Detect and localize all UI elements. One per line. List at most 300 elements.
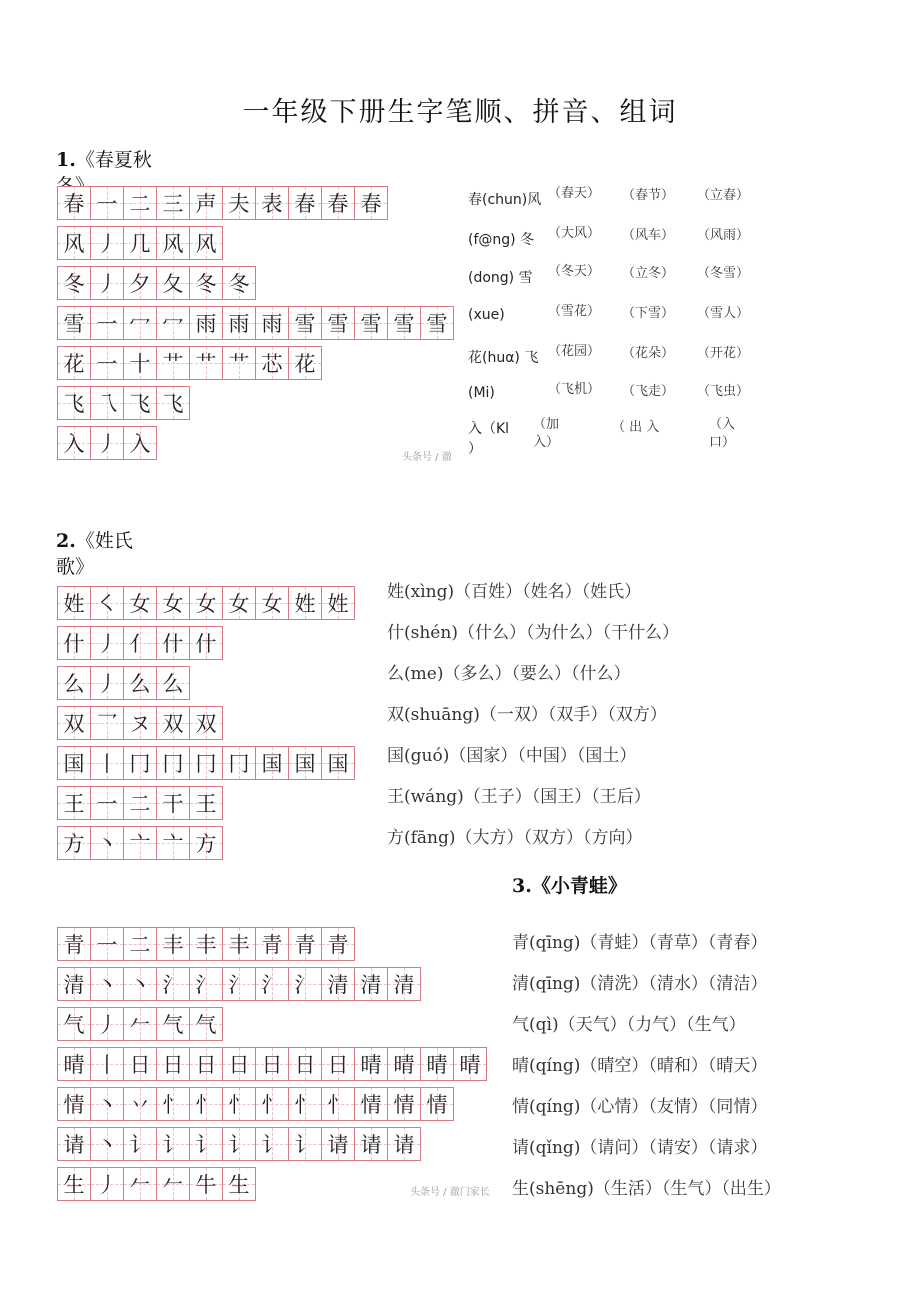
stroke-char: 春	[294, 192, 316, 216]
stroke-cell	[189, 746, 223, 780]
stroke-char: 艹	[195, 352, 217, 376]
stroke-cell	[90, 266, 124, 300]
stroke-cell	[453, 1047, 487, 1081]
stroke-cell	[57, 1127, 91, 1161]
stroke-cell	[90, 426, 124, 460]
section1-word: （花园）	[548, 344, 601, 359]
stroke-cell	[222, 266, 256, 300]
stroke-char: 丨	[96, 752, 118, 776]
stroke-cell	[57, 346, 91, 380]
stroke-cell	[123, 586, 157, 620]
stroke-char: 青	[261, 933, 283, 957]
stroke-char: 清	[360, 973, 382, 997]
section1-word: （风车）	[622, 228, 675, 243]
stroke-cell	[255, 927, 289, 961]
stroke-char: 亠	[129, 832, 151, 856]
stroke-cell	[57, 826, 91, 860]
stroke-cell	[387, 1087, 421, 1121]
stroke-char: 雨	[261, 312, 283, 336]
pinyin-word-line: 情(qíng)（心情）（友情）（同情）	[512, 1097, 768, 1117]
pinyin-word-line: 气(qì)（天气）（力气）（生气）	[512, 1015, 746, 1035]
stroke-char: 干	[162, 792, 184, 816]
stroke-cell	[156, 346, 190, 380]
stroke-cell	[321, 306, 355, 340]
stroke-char: 艹	[162, 352, 184, 376]
stroke-char: 讠	[228, 1133, 250, 1157]
stroke-cell	[156, 626, 190, 660]
last-pinyin-line1: 入（Kl	[468, 421, 510, 437]
stroke-grid-section2	[57, 586, 354, 866]
stroke-cell	[189, 186, 223, 220]
stroke-cell	[90, 967, 124, 1001]
stroke-cell	[156, 306, 190, 340]
stroke-char: 雪	[294, 312, 316, 336]
stroke-cell	[189, 706, 223, 740]
section1-word: （立冬）	[622, 266, 675, 281]
stroke-cell	[123, 666, 157, 700]
stroke-cell	[321, 967, 355, 1001]
stroke-char: 王	[195, 792, 217, 816]
stroke-cell	[90, 706, 124, 740]
stroke-char: 讠	[261, 1133, 283, 1157]
section1-word: （大风）	[548, 226, 601, 241]
stroke-char: 丿	[96, 432, 118, 456]
section1-word: （风雨）	[697, 228, 750, 243]
stroke-char: 夂	[162, 272, 184, 296]
stroke-char: 一	[96, 792, 118, 816]
stroke-cell	[57, 1047, 91, 1081]
stroke-char: 风	[195, 232, 217, 256]
stroke-char: 日	[327, 1053, 349, 1077]
stroke-cell	[189, 226, 223, 260]
stroke-cell	[156, 666, 190, 700]
stroke-cell	[354, 306, 388, 340]
stroke-char: 三	[162, 192, 184, 216]
stroke-cell	[189, 1047, 223, 1081]
stroke-char: 晴	[459, 1053, 481, 1077]
stroke-char: 姓	[294, 592, 316, 616]
stroke-cell	[321, 1047, 355, 1081]
stroke-char: 么	[162, 672, 184, 696]
stroke-cell	[387, 1047, 421, 1081]
stroke-char: 冂	[195, 752, 217, 776]
stroke-cell	[156, 786, 190, 820]
stroke-row	[57, 826, 354, 860]
stroke-char: 请	[360, 1133, 382, 1157]
stroke-cell	[189, 586, 223, 620]
stroke-cell	[420, 1047, 454, 1081]
section2-heading-line1: 《姓氏	[75, 530, 133, 552]
stroke-char: 丷	[129, 1093, 151, 1117]
stroke-cell	[189, 1167, 223, 1201]
stroke-cell	[156, 1047, 190, 1081]
stroke-char: ヌ	[129, 712, 151, 736]
stroke-char: 丨	[96, 1053, 118, 1077]
stroke-char: 春	[327, 192, 349, 216]
stroke-cell	[189, 826, 223, 860]
stroke-row	[57, 786, 354, 820]
stroke-char: 十	[129, 352, 151, 376]
stroke-char: 国	[261, 752, 283, 776]
section1-number: 1.	[56, 149, 76, 171]
stroke-row	[57, 706, 354, 740]
stroke-cell	[90, 927, 124, 961]
stroke-char: 什	[162, 632, 184, 656]
stroke-row	[57, 346, 453, 380]
stroke-cell	[123, 626, 157, 660]
stroke-cell	[222, 306, 256, 340]
stroke-char: 么	[129, 672, 151, 696]
stroke-char: 晴	[360, 1053, 382, 1077]
stroke-char: 忄	[162, 1093, 184, 1117]
stroke-char: 丿	[96, 632, 118, 656]
stroke-char: 情	[360, 1093, 382, 1117]
stroke-cell	[321, 1087, 355, 1121]
stroke-cell	[90, 1167, 124, 1201]
pinyin-word-line: 生(shēng)（生活）（生气）（出生）	[512, 1179, 781, 1199]
stroke-cell	[189, 626, 223, 660]
stroke-row	[57, 226, 453, 260]
stroke-cell	[288, 346, 322, 380]
stroke-char: 冬	[195, 272, 217, 296]
stroke-cell	[123, 186, 157, 220]
stroke-char: 情	[393, 1093, 415, 1117]
stroke-cell	[288, 927, 322, 961]
stroke-char: 日	[129, 1053, 151, 1077]
stroke-grid-section1	[57, 186, 453, 466]
stroke-char: ㇛	[96, 592, 118, 616]
stroke-char: 丰	[228, 933, 250, 957]
stroke-cell	[57, 1087, 91, 1121]
stroke-cell	[288, 1087, 322, 1121]
pinyin-word-line: 晴(qíng)（晴空）（晴和）（晴天）	[512, 1056, 768, 1076]
section2-number: 2.	[56, 530, 76, 552]
stroke-cell	[123, 1167, 157, 1201]
stroke-char: 气	[63, 1013, 85, 1037]
stroke-cell	[222, 746, 256, 780]
stroke-row	[57, 266, 453, 300]
stroke-char: 请	[63, 1133, 85, 1157]
stroke-cell	[90, 1127, 124, 1161]
stroke-cell	[156, 1007, 190, 1041]
last-word3-line1: （入	[709, 417, 736, 432]
stroke-cell	[57, 1007, 91, 1041]
stroke-cell	[90, 226, 124, 260]
stroke-cell	[387, 306, 421, 340]
stroke-char: 飞	[129, 392, 151, 416]
stroke-char: 日	[294, 1053, 316, 1077]
section1-pinyin: (f@ng) 冬	[468, 232, 535, 248]
stroke-char: 清	[393, 973, 415, 997]
stroke-cell	[321, 586, 355, 620]
stroke-cell	[354, 967, 388, 1001]
stroke-grid-section3	[57, 927, 486, 1207]
stroke-cell	[387, 1127, 421, 1161]
stroke-char: 女	[129, 592, 151, 616]
stroke-char: 忄	[327, 1093, 349, 1117]
stroke-char: 冂	[162, 752, 184, 776]
stroke-char: 丿	[96, 1013, 118, 1037]
stroke-cell	[156, 1087, 190, 1121]
stroke-char: 牛	[195, 1173, 217, 1197]
section1-last-word1	[533, 416, 559, 452]
section1-word: （冬雪）	[697, 266, 750, 281]
stroke-cell	[57, 266, 91, 300]
stroke-cell	[156, 186, 190, 220]
stroke-cell	[222, 927, 256, 961]
stroke-char: 夫	[228, 192, 250, 216]
stroke-cell	[90, 1007, 124, 1041]
stroke-cell	[123, 927, 157, 961]
section1-pinyin: (Mi)	[468, 385, 495, 401]
stroke-cell	[90, 1047, 124, 1081]
stroke-char: 忄	[195, 1093, 217, 1117]
stroke-cell	[57, 746, 91, 780]
stroke-row	[57, 386, 453, 420]
stroke-cell	[189, 786, 223, 820]
stroke-cell	[123, 1007, 157, 1041]
stroke-cell	[90, 626, 124, 660]
stroke-char: 忄	[228, 1093, 250, 1117]
stroke-cell	[189, 346, 223, 380]
stroke-char: 氵	[294, 973, 316, 997]
pinyin-word-line: 什(shén)（什么）（为什么）（干什么）	[387, 623, 679, 643]
stroke-char: 雪	[426, 312, 448, 336]
stroke-char: 春	[360, 192, 382, 216]
stroke-char: 女	[228, 592, 250, 616]
stroke-cell	[255, 186, 289, 220]
stroke-cell	[123, 746, 157, 780]
section1-word: （飞走）	[622, 384, 675, 399]
stroke-cell	[123, 706, 157, 740]
stroke-char: 二	[129, 792, 151, 816]
stroke-char: 女	[261, 592, 283, 616]
section1-word: （春天）	[548, 186, 601, 201]
stroke-row	[57, 1047, 486, 1081]
stroke-char: 丿	[96, 672, 118, 696]
stroke-char: 芯	[261, 352, 283, 376]
stroke-char: 女	[162, 592, 184, 616]
section1-word: （飞机）	[548, 382, 601, 397]
stroke-cell	[57, 386, 91, 420]
stroke-char: 花	[294, 352, 316, 376]
stroke-row	[57, 186, 453, 220]
watermark-section3: 头条号 / 澈门家长	[410, 1187, 490, 1198]
stroke-cell	[288, 186, 322, 220]
stroke-row	[57, 626, 354, 660]
stroke-cell	[222, 1167, 256, 1201]
section1-word: （雪花）	[548, 304, 601, 319]
stroke-cell	[90, 186, 124, 220]
stroke-cell	[123, 226, 157, 260]
pinyin-word-line: 方(fāng)（大方）（双方）（方向）	[387, 828, 643, 848]
stroke-char: 讠	[294, 1133, 316, 1157]
stroke-char: 冬	[63, 272, 85, 296]
stroke-char: 丶	[96, 973, 118, 997]
stroke-char: 女	[195, 592, 217, 616]
stroke-char: 花	[63, 352, 85, 376]
stroke-char: 生	[228, 1173, 250, 1197]
stroke-cell	[156, 1127, 190, 1161]
stroke-char: 冖	[129, 312, 151, 336]
section1-word: （开花）	[697, 346, 750, 361]
stroke-char: 冬	[228, 272, 250, 296]
section1-last-pinyin	[468, 418, 509, 458]
stroke-char: 冂	[129, 752, 151, 776]
stroke-char: 二	[129, 192, 151, 216]
stroke-cell	[420, 306, 454, 340]
stroke-cell	[156, 746, 190, 780]
stroke-char: 情	[63, 1093, 85, 1117]
stroke-char: 表	[261, 192, 283, 216]
section1-last-word2: （ 出 入	[612, 420, 660, 435]
stroke-cell	[57, 786, 91, 820]
stroke-row	[57, 586, 354, 620]
stroke-cell	[123, 967, 157, 1001]
stroke-cell	[189, 1087, 223, 1121]
stroke-row	[57, 967, 486, 1001]
stroke-char: 方	[63, 832, 85, 856]
stroke-char: 𠂉	[129, 1173, 151, 1197]
stroke-row	[57, 1127, 486, 1161]
stroke-char: 氵	[228, 973, 250, 997]
pinyin-word-line: 王(wáng)（王子）（国王）（王后）	[387, 787, 651, 807]
stroke-row	[57, 1087, 486, 1121]
stroke-cell	[123, 386, 157, 420]
stroke-cell	[156, 586, 190, 620]
stroke-char: 一	[96, 312, 118, 336]
stroke-char: 风	[63, 232, 85, 256]
section1-heading-line1: 《春夏秋	[75, 149, 152, 171]
pinyin-word-line: 请(qǐng)（请问）（请安）（请求）	[512, 1138, 768, 1158]
stroke-char: 雨	[228, 312, 250, 336]
stroke-cell	[255, 306, 289, 340]
stroke-char: 春	[63, 192, 85, 216]
stroke-cell	[189, 1007, 223, 1041]
stroke-char: 王	[63, 792, 85, 816]
stroke-char: 晴	[63, 1053, 85, 1077]
stroke-cell	[321, 1127, 355, 1161]
stroke-cell	[189, 306, 223, 340]
stroke-cell	[222, 1087, 256, 1121]
stroke-cell	[189, 266, 223, 300]
stroke-row	[57, 666, 354, 700]
stroke-char: 氵	[195, 973, 217, 997]
stroke-char: 丿	[96, 1173, 118, 1197]
stroke-char: 姓	[63, 592, 85, 616]
stroke-cell	[90, 1087, 124, 1121]
last-word1-line1: （加	[533, 417, 560, 432]
stroke-char: 日	[162, 1053, 184, 1077]
stroke-cell	[57, 586, 91, 620]
stroke-cell	[90, 746, 124, 780]
stroke-char: 丶	[96, 832, 118, 856]
stroke-cell	[57, 426, 91, 460]
stroke-char: 姓	[327, 592, 349, 616]
stroke-cell	[156, 386, 190, 420]
stroke-cell	[123, 1087, 157, 1121]
stroke-cell	[90, 386, 124, 420]
stroke-cell	[156, 706, 190, 740]
section1-word: （下雪）	[622, 306, 675, 321]
stroke-cell	[222, 967, 256, 1001]
stroke-cell	[288, 967, 322, 1001]
stroke-cell	[123, 826, 157, 860]
stroke-char: 几	[129, 232, 151, 256]
stroke-char: 飞	[63, 392, 85, 416]
stroke-cell	[156, 826, 190, 860]
stroke-cell	[57, 706, 91, 740]
stroke-char: 气	[162, 1013, 184, 1037]
stroke-char: 𠂉	[162, 1173, 184, 1197]
stroke-row	[57, 426, 453, 460]
stroke-cell	[255, 1127, 289, 1161]
stroke-char: 清	[63, 973, 85, 997]
stroke-char: 双	[195, 712, 217, 736]
stroke-cell	[90, 586, 124, 620]
stroke-cell	[321, 746, 355, 780]
stroke-char: 情	[426, 1093, 448, 1117]
stroke-cell	[90, 346, 124, 380]
pinyin-word-line: 么(me)（多么）（要么）（什么）	[387, 664, 631, 684]
section1-word: （飞虫）	[697, 384, 750, 399]
stroke-char: 晴	[393, 1053, 415, 1077]
stroke-cell	[123, 346, 157, 380]
stroke-char: 双	[162, 712, 184, 736]
stroke-cell	[57, 927, 91, 961]
stroke-cell	[57, 626, 91, 660]
pinyin-word-line: 姓(xìng)（百姓）（姓名）（姓氏）	[387, 582, 642, 602]
stroke-cell	[156, 967, 190, 1001]
stroke-cell	[288, 1047, 322, 1081]
stroke-char: 飞	[162, 392, 184, 416]
stroke-cell	[420, 1087, 454, 1121]
stroke-cell	[222, 1127, 256, 1161]
stroke-cell	[123, 1047, 157, 1081]
stroke-cell	[255, 967, 289, 1001]
stroke-char: 氵	[261, 973, 283, 997]
stroke-row	[57, 927, 486, 961]
section2-heading	[56, 528, 133, 580]
stroke-cell	[156, 226, 190, 260]
stroke-char: 丿	[96, 272, 118, 296]
stroke-cell	[123, 786, 157, 820]
stroke-char: 丰	[195, 933, 217, 957]
stroke-char: 气	[195, 1013, 217, 1037]
stroke-cell	[189, 967, 223, 1001]
section1-word: （花朵）	[622, 346, 675, 361]
stroke-cell	[189, 1127, 223, 1161]
stroke-char: 丰	[162, 933, 184, 957]
stroke-cell	[123, 426, 157, 460]
stroke-char: 国	[327, 752, 349, 776]
stroke-cell	[189, 927, 223, 961]
stroke-cell	[222, 186, 256, 220]
stroke-cell	[222, 1047, 256, 1081]
stroke-char: 清	[327, 973, 349, 997]
stroke-char: 一	[96, 192, 118, 216]
stroke-cell	[156, 927, 190, 961]
stroke-char: 氵	[162, 973, 184, 997]
stroke-cell	[255, 586, 289, 620]
stroke-cell	[57, 186, 91, 220]
stroke-char: 双	[63, 712, 85, 736]
stroke-char: 入	[129, 432, 151, 456]
pinyin-word-line: 青(qīng)（青蛙）（青草）（青春）	[512, 933, 768, 953]
stroke-char: 一	[96, 933, 118, 957]
stroke-char: 讠	[195, 1133, 217, 1157]
stroke-cell	[288, 746, 322, 780]
